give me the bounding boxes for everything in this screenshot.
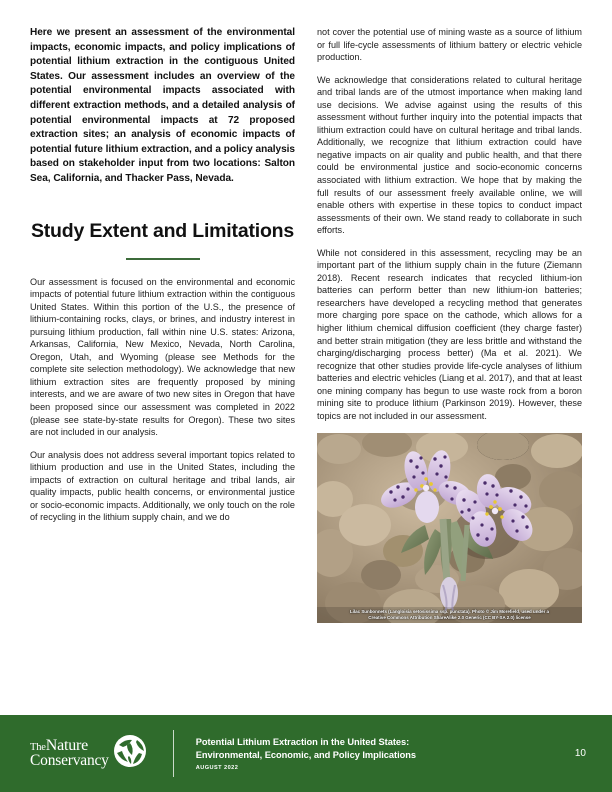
caption-line-1: Lilac Sunbonnets (Langloisia setosissima ssp. punctata). Photo © Jim Morefield, used under a [349, 609, 550, 615]
globe-leaf-icon [113, 734, 147, 773]
footer-title-line-1: Potential Lithium Extraction in the United States: [195, 736, 410, 747]
lead-paragraph: Here we present an assessment of the environmental impacts, economic impacts, and policy implications of potential lithium extraction in the contiguous United States. Our assessment includes an overview of the potential environmental impacts associated with different extraction methods, and a detailed analysis of potential environmental impacts at 72 proposed extraction sites; an analysis of economic impacts of potential future lithium extraction, and a policy analysis based on stakeholder input from two locations: Salton Sea, California, and Thacker Pass, Nevada. [30, 27, 295, 184]
footer-divider [173, 730, 174, 777]
left-column [30, 26, 295, 524]
tnc-logo[interactable] [30, 734, 147, 773]
logo-conservancy: Conservancy [30, 751, 109, 769]
logo-nature: Nature [45, 737, 89, 754]
body-paragraph: Our assessment is focused on the environmental and economic impacts of potential future lithium extraction within the contiguous United States. Within this portion of the U.S., the presence of lithium-containing rocks, clays, or brines, and industry interest in pursuing lithium production, fall within nine U.S. states: Arizona, Arkansas, California, New Mexico, Nevada, North Carolina, Oregon, Utah, and Wyoming (please see Methods for the complete site selection methodology). We acknowledge that new lithium extraction sites are frequently proposed by mining interests, and we are aware of two new sites in Oregon that have been proposed since our assessment was completed in 2022 (please see state-by-state results for Oregon). These two sites are not included in our analysis. [30, 276, 295, 438]
heading-divider [126, 258, 200, 260]
footer-date: AUGUST 2022 [195, 765, 239, 772]
logo-mark [30, 734, 147, 773]
footer-title-block [196, 736, 565, 771]
section-header [30, 219, 295, 260]
logo-wordmark [30, 739, 109, 768]
figure-caption [317, 607, 582, 623]
body-paragraph: While not considered in this assessment, recycling may be an important part of the lithium supply chain in the future (Ziemann 2018). Recent research indicates that recycled lithium-ion batteries can perform better than new lithium-ion batteries; researchers have developed a recycling method that generates more charging pore space on the cathode, which allows for a higher lithium chemical diffusion coefficient (they charge faster) and better strain mitigation (they are less brittle and withstand the charging/discharging process better) (Ma et al. 2021). We recognize that other studies provide life-cycle analyses of lithium batteries and electric vehicles (Liang et al. 2017), and that at least one mining company has begun to use waste rock from a boron mining site to produce lithium (Parkinson 2019). However, these topics are not included in our assessment. [317, 247, 582, 421]
right-column [317, 26, 582, 623]
footer-title-line-2: Environmental, Economic, and Policy Implications [195, 749, 416, 760]
page-footer [0, 715, 612, 792]
figure [317, 433, 582, 623]
page-title: Study Extent and Limitations [30, 219, 295, 242]
page-number: 10 [574, 748, 586, 759]
wildflower-photo [317, 433, 582, 623]
two-column-layout [30, 26, 582, 623]
body-paragraph: not cover the potential use of mining waste as a source of lithium or full life-cycle assessments of lithium battery or electric vehicle production. [317, 27, 582, 63]
caption-line-2: Creative Commons Attribution ShareAlike 2.0 Generic (CC BY-SA 2.0) license [368, 614, 531, 620]
logo-the: The [30, 742, 46, 753]
body-paragraph: Our analysis does not address several important topics related to lithium production and use in the United States, including the impacts of extraction on cultural heritage and tribal lands, air quality impacts, public health concerns, or environmental justice or socio-economic impacts. Additionally, we only touch on the role of recycling in the lithium supply chain, and we do [30, 449, 295, 523]
body-paragraph: We acknowledge that considerations related to cultural heritage and tribal lands are of the utmost importance when making land use decisions. We advise against using the results of this assessment without further inquiry into the potential impacts that lithium extraction could have on cultural heritage and tribal lands. Additionally, we recognize that lithium extraction could have negative impacts on air quality and public health, and that there could be environmental justice and socio-economic concerns associated with lithium extraction. We hope that by making the full results of our assessment freely available online, we will enable others with expertise in these topics to conduct impact assessments of their own. We stand ready to collaborate in such efforts. [317, 74, 582, 236]
